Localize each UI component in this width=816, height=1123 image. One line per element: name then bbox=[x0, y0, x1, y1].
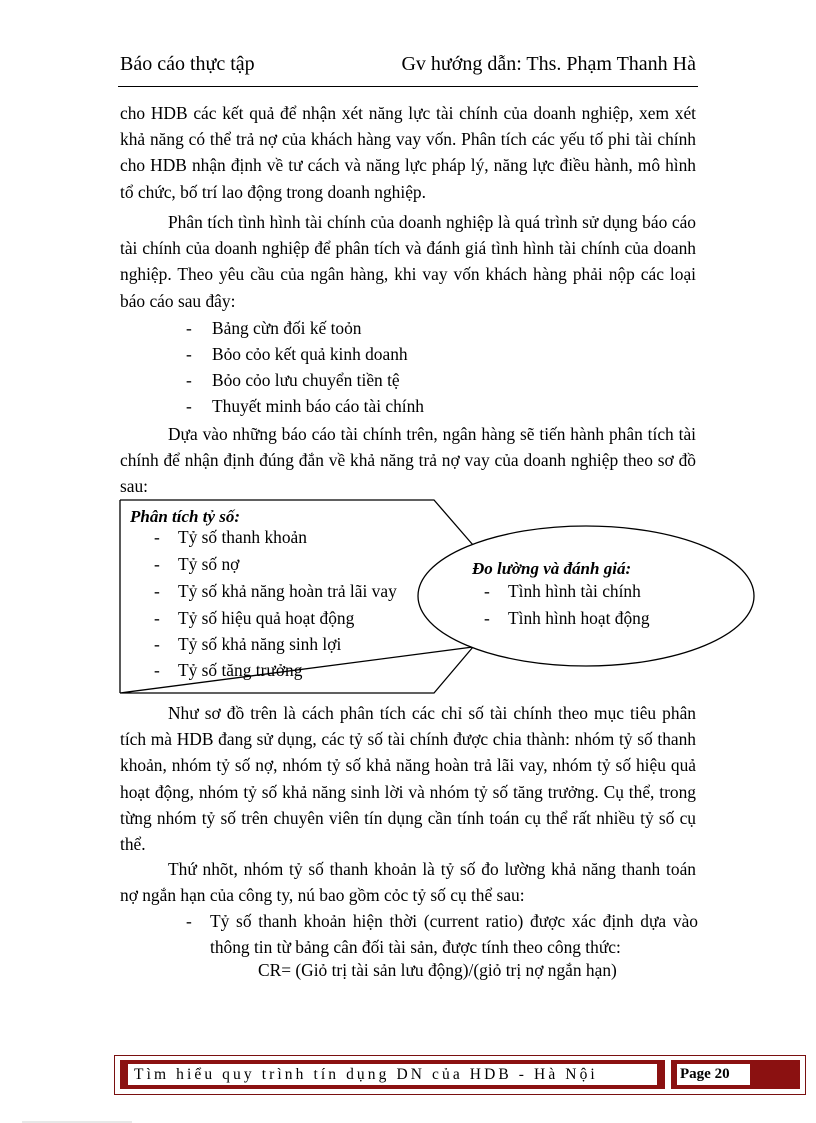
analysis-box-title: Phân tích tỷ số: bbox=[130, 507, 241, 526]
ratio-item bbox=[154, 554, 239, 575]
page-footer bbox=[114, 1055, 806, 1095]
paragraph-3: Dựa vào những báo cáo tài chính trên, ngân hàng sẽ tiến hành phân tích tài chính để nhận định đúng đắn về khả năng trả nợ vay của doanh nghiệp theo sơ đồ sau: bbox=[120, 424, 696, 497]
bullet-dash: - bbox=[154, 660, 160, 680]
bullet-dash: - bbox=[154, 554, 160, 574]
current-ratio-item bbox=[186, 908, 698, 960]
current-ratio-text-wrap bbox=[186, 908, 698, 960]
ratio-label: Tỷ số khả năng hoàn trả lãi vay bbox=[178, 581, 397, 601]
report-label: Bảng cừn đối kế toỏn bbox=[212, 318, 362, 338]
bullet-dash: - bbox=[484, 581, 490, 601]
ratio-label: Tỷ số hiệu quả hoạt động bbox=[178, 608, 355, 628]
evaluation-item bbox=[484, 581, 641, 602]
report-label: Thuyết minh báo cáo tài chính bbox=[212, 396, 425, 416]
header-supervisor: Gv hướng dẫn: Ths. Phạm Thanh Hà bbox=[401, 53, 696, 75]
ratio-item bbox=[154, 527, 307, 548]
bullet-dash: - bbox=[154, 527, 160, 547]
bullet-dash: - bbox=[484, 608, 490, 628]
bullet-dash: - bbox=[186, 318, 192, 338]
evaluation-title: Đo lường và đánh giá: bbox=[472, 559, 632, 578]
report-item bbox=[186, 315, 362, 341]
ratio-item bbox=[154, 608, 354, 629]
ratio-label: Tỷ số khả năng sinh lợi bbox=[178, 634, 342, 654]
bullet-dash: - bbox=[186, 344, 192, 364]
evaluation-label: Tình hình hoạt động bbox=[508, 608, 650, 628]
header-report-title: Báo cáo thực tập bbox=[120, 53, 255, 75]
paragraph-5: Thứ nhõt, nhóm tỷ số thanh khoản là tỷ số đo lường khả năng thanh toán nợ ngắn hạn của công ty, nú bao gồm cỏc tỷ số cụ thể sau: bbox=[120, 859, 696, 906]
page-header bbox=[118, 52, 698, 87]
report-label: Bỏo cỏo kết quả kinh doanh bbox=[212, 344, 408, 364]
bullet-dash: - bbox=[154, 581, 160, 601]
bullet-dash: - bbox=[186, 396, 192, 416]
evaluation-label: Tình hình tài chính bbox=[508, 581, 641, 601]
current-ratio-formula: CR= (Giỏ trị tài sản lưu động)/(giỏ trị nợ ngắn hạn) bbox=[258, 960, 617, 980]
ratio-item bbox=[154, 634, 341, 655]
analysis-diagram bbox=[118, 497, 758, 699]
ratio-item bbox=[154, 660, 302, 681]
paragraph-4: Như sơ đồ trên là cách phân tích các chỉ số tài chính theo mục tiêu phân tích mà HDB đang sử dụng, các tỷ số tài chính được chia thành: nhóm tỷ số thanh khoản, nhóm tỷ số nợ, nhóm tỷ số khả năng hoàn trả lãi vay, nhóm tỷ số hiệu quả hoạt động, nhóm tỷ số khả năng sinh lời và nhóm tỷ số tăng trưởng. Cụ thể, trong từng nhóm tỷ số trên chuyên viên tín dụng cần tính toán cụ thể rất nhiều tỷ số cụ thể. bbox=[120, 703, 696, 855]
paragraph-1: cho HDB các kết quả để nhận xét năng lực tài chính của doanh nghiệp, xem xét khả năng có thể trả nợ của khách hàng vay vốn. Phân tích các yếu tố phi tài chính cho HDB nhận định về tư cách và năng lực pháp lý, năng lực điều hành, mô hình tổ chức, bố trí lao động trong doanh nghiệp. bbox=[120, 103, 696, 202]
ratio-label: Tỷ số nợ bbox=[178, 554, 240, 574]
bullet-dash: - bbox=[186, 370, 192, 390]
bullet-dash: - bbox=[154, 634, 160, 654]
footer-title-frame bbox=[120, 1060, 665, 1089]
current-ratio-text: Tỷ số thanh khoản hiện thời (current ratio) được xác định dựa vào thông tin từ bảng cân đối tài sản, được tính theo công thức: bbox=[210, 911, 698, 957]
footer-page-frame bbox=[671, 1060, 800, 1089]
bullet-dash: - bbox=[154, 608, 160, 628]
ratio-label: Tỷ số tăng trưởng bbox=[178, 660, 303, 680]
ratio-item bbox=[154, 581, 397, 602]
ratio-label: Tỷ số thanh khoản bbox=[178, 527, 307, 547]
paragraph-2: Phân tích tình hình tài chính của doanh nghiệp là quá trình sử dụng báo cáo tài chính của doanh nghiệp để phân tích và đánh giá tình hình tài chính của doanh nghiệp. Theo yêu cầu của ngân hàng, khi vay vốn khách hàng phải nộp các loại báo cáo sau đây: bbox=[120, 212, 696, 311]
report-label: Bỏo cỏo lưu chuyển tiền tệ bbox=[212, 370, 400, 390]
report-item bbox=[186, 367, 400, 393]
report-item bbox=[186, 341, 408, 367]
footer-title: Tìm hiểu quy trình tín dụng DN của HDB - Hà Nội bbox=[128, 1064, 657, 1085]
evaluation-item bbox=[484, 608, 650, 629]
bullet-dash: - bbox=[186, 911, 192, 931]
page-number: Page 20 bbox=[677, 1064, 750, 1085]
report-item bbox=[186, 393, 424, 419]
